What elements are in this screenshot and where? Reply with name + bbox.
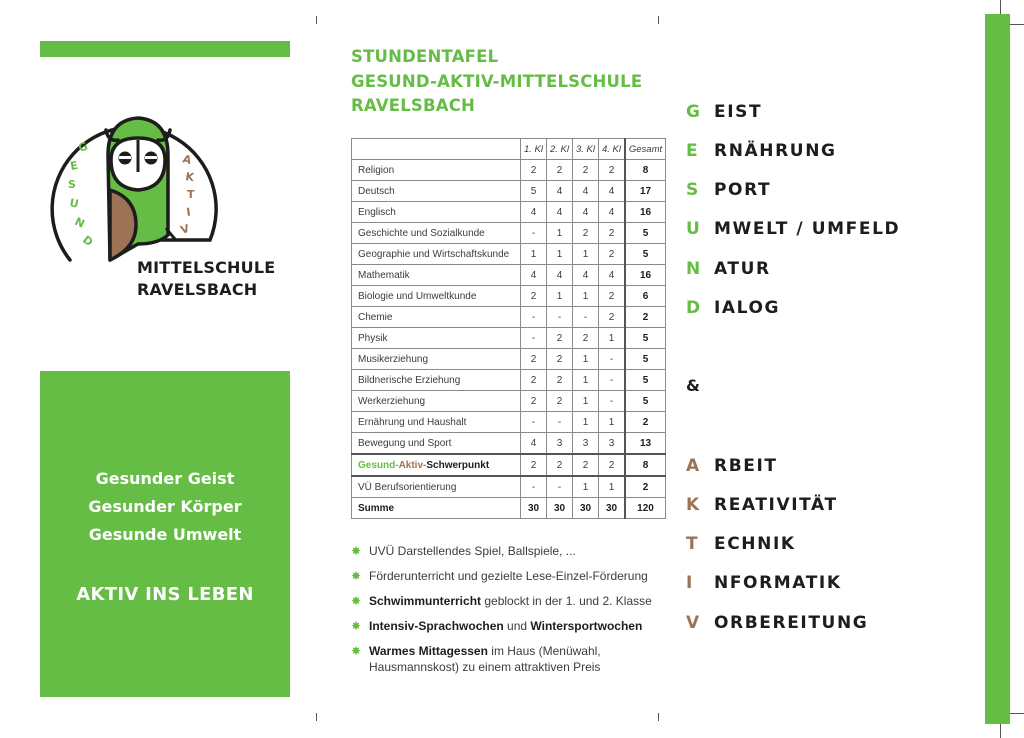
total-cell: 8 (625, 160, 666, 181)
star-burst-icon: ✸ (351, 644, 362, 658)
gesund-row (686, 178, 771, 202)
total-cell: 2 (625, 307, 666, 328)
hours-cell: 2 (521, 370, 547, 391)
star-burst-icon: ✸ (351, 619, 362, 633)
subject-cell: Musikerziehung (352, 349, 521, 370)
table-row (352, 181, 666, 202)
hours-cell: 3 (573, 433, 599, 455)
list-item-text: geblockt in der 1. und 2. Klasse (481, 594, 652, 608)
aktiv-row (686, 611, 868, 635)
hours-cell: 2 (599, 454, 626, 476)
hours-cell: 2 (521, 160, 547, 181)
table-row (352, 476, 666, 498)
hours-cell: 2 (573, 328, 599, 349)
school-name-line1: MITTELSCHULE (137, 258, 276, 277)
svg-text:U: U (68, 196, 80, 211)
aktiv-letter: V (686, 613, 701, 633)
subject-cell: VÜ Berufsorientierung (352, 476, 521, 498)
crop-mark (658, 713, 659, 721)
total-cell: 5 (625, 223, 666, 244)
hours-cell: 4 (599, 181, 626, 202)
hours-cell: 2 (573, 454, 599, 476)
svg-text:D: D (80, 233, 96, 249)
svg-text:G: G (76, 139, 90, 155)
subject-cell (352, 454, 521, 476)
header-cell: 1. Kl (521, 139, 547, 160)
list-item-text: im Haus (Menüwahl, (487, 644, 601, 658)
hours-cell: 2 (599, 244, 626, 265)
school-logo-owl (48, 110, 238, 270)
aktiv-word: NFORMATIK (714, 573, 842, 593)
gesund-letter: U (686, 219, 702, 239)
table-row (352, 223, 666, 244)
hours-cell: 1 (573, 286, 599, 307)
gesund-letter: E (686, 141, 700, 161)
table-row (352, 244, 666, 265)
hours-cell: 3 (547, 433, 573, 455)
hours-cell: 3 (599, 433, 626, 455)
hours-cell: 1 (599, 412, 626, 433)
gesund-letter: D (686, 298, 702, 318)
hours-cell: - (521, 223, 547, 244)
gesund-word: RNÄHRUNG (714, 141, 837, 161)
aktiv-row (686, 532, 796, 556)
svg-text:S: S (68, 178, 76, 191)
table-row (352, 286, 666, 307)
subject-part: Gesund- (358, 459, 399, 471)
total-cell: 5 (625, 349, 666, 370)
sum-row (352, 498, 666, 519)
gesund-word: IALOG (714, 298, 781, 318)
subject-cell: Physik (352, 328, 521, 349)
total-cell: 5 (625, 244, 666, 265)
gesund-word: EIST (714, 102, 763, 122)
hours-cell: 4 (599, 265, 626, 286)
aktiv-word: ECHNIK (714, 534, 796, 554)
hours-cell: 4 (521, 202, 547, 223)
hours-cell: - (599, 391, 626, 412)
subject-cell: Bewegung und Sport (352, 433, 521, 455)
hours-cell: - (547, 412, 573, 433)
total-cell: 17 (625, 181, 666, 202)
list-item (351, 543, 671, 568)
list-item (351, 618, 671, 643)
hours-cell: 2 (547, 370, 573, 391)
total-cell: 8 (625, 454, 666, 476)
gesund-letter: G (686, 102, 702, 122)
gesund-row (686, 100, 762, 124)
star-burst-icon: ✸ (351, 569, 362, 583)
crop-mark (1010, 24, 1024, 25)
crop-mark (658, 16, 659, 24)
table-row (352, 202, 666, 223)
subject-cell: Bildnerische Erziehung (352, 370, 521, 391)
total-cell: 5 (625, 370, 666, 391)
aktiv-row (686, 493, 838, 517)
hours-cell: 4 (521, 433, 547, 455)
hours-cell: 4 (599, 202, 626, 223)
header-cell: Gesamt (625, 139, 666, 160)
school-name-line2: RAVELSBACH (137, 280, 258, 299)
crop-mark (316, 16, 317, 24)
svg-text:K: K (184, 170, 195, 185)
page-title (351, 45, 642, 119)
aktiv-letter: I (686, 573, 694, 593)
aktiv-word: REATIVITÄT (714, 495, 838, 515)
table-row (352, 454, 666, 476)
subject-cell: Biologie und Umweltkunde (352, 286, 521, 307)
title-line3: RAVELSBACH (351, 96, 476, 115)
subject-part: Schwerpunkt (426, 459, 490, 471)
hours-cell: 2 (547, 328, 573, 349)
header-cell (352, 139, 521, 160)
list-item-bold: Schwimmunterricht (369, 594, 482, 608)
subject-cell: Religion (352, 160, 521, 181)
crop-mark (316, 713, 317, 721)
hours-cell: 2 (521, 349, 547, 370)
slogan-tagline: AKTIV INS LEBEN (76, 584, 254, 605)
total-cell: 13 (625, 433, 666, 455)
table-row (352, 412, 666, 433)
gesund-word: PORT (714, 180, 772, 200)
gesund-word: MWELT / UMFELD (714, 219, 901, 239)
aktiv-letter: K (686, 495, 701, 515)
aktiv-word: ORBEREITUNG (714, 613, 869, 633)
hours-cell: 2 (521, 286, 547, 307)
list-item-text: UVÜ Darstellendes Spiel, Ballspiele, ... (369, 544, 576, 558)
subject-cell: Ernährung und Haushalt (352, 412, 521, 433)
table-header-row (352, 139, 666, 160)
title-line2: GESUND-AKTIV-MITTELSCHULE (351, 71, 643, 91)
table-row (352, 391, 666, 412)
svg-text:N: N (72, 214, 87, 231)
slogan-line: Gesunder Körper (88, 497, 242, 516)
hours-cell: 2 (521, 454, 547, 476)
ampersand: & (686, 376, 700, 395)
table-row (352, 265, 666, 286)
hours-cell: 4 (547, 202, 573, 223)
hours-cell: 4 (521, 265, 547, 286)
hours-cell: 2 (547, 349, 573, 370)
table-row (352, 349, 666, 370)
hours-cell: 4 (547, 181, 573, 202)
slogan-line: Gesunder Geist (95, 469, 235, 488)
hours-cell: 4 (573, 265, 599, 286)
subject-cell: Englisch (352, 202, 521, 223)
list-item (351, 593, 671, 618)
gesund-word: ATUR (714, 259, 771, 279)
svg-text:I: I (185, 205, 192, 219)
hours-cell: - (573, 307, 599, 328)
hours-cell: - (521, 307, 547, 328)
svg-text:A: A (181, 152, 193, 168)
right-green-bar (985, 14, 1010, 724)
hours-cell: 5 (521, 181, 547, 202)
star-burst-icon: ✸ (351, 594, 362, 608)
table-row (352, 433, 666, 455)
hours-cell: 2 (599, 286, 626, 307)
hours-cell: - (521, 412, 547, 433)
hours-cell: 1 (547, 286, 573, 307)
gesund-row (686, 139, 837, 163)
hours-cell: 2 (599, 307, 626, 328)
hours-cell: 1 (573, 244, 599, 265)
sum-cell: 30 (599, 498, 626, 519)
hours-cell: 4 (573, 181, 599, 202)
header-cell: 3. Kl (573, 139, 599, 160)
hours-cell: 1 (573, 370, 599, 391)
crop-mark (1000, 0, 1001, 14)
hours-cell: 2 (599, 223, 626, 244)
aktiv-letter: T (686, 534, 700, 554)
hours-cell: 2 (547, 391, 573, 412)
table-row (352, 370, 666, 391)
aktiv-row (686, 454, 778, 478)
hours-cell: 1 (599, 476, 626, 498)
subject-cell: Geschichte und Sozialkunde (352, 223, 521, 244)
total-cell: 2 (625, 476, 666, 498)
hours-cell: - (547, 476, 573, 498)
aktiv-letter: A (686, 456, 701, 476)
gesund-row (686, 296, 780, 320)
table-row (352, 328, 666, 349)
sum-cell: 30 (547, 498, 573, 519)
list-item (351, 568, 671, 593)
gesund-letter: N (686, 259, 702, 279)
gesund-row (686, 257, 771, 281)
hours-cell: 2 (573, 160, 599, 181)
hours-cell: 1 (599, 328, 626, 349)
total-cell: 6 (625, 286, 666, 307)
hours-cell: - (599, 370, 626, 391)
table-row (352, 307, 666, 328)
hours-cell: 4 (573, 202, 599, 223)
crop-mark (1010, 713, 1024, 714)
sum-cell: 30 (573, 498, 599, 519)
subject-cell: Deutsch (352, 181, 521, 202)
list-item (351, 643, 671, 674)
list-item-text: Hausmannskost) zu einem attraktiven Preis (369, 660, 601, 674)
svg-text:T: T (187, 188, 195, 201)
sum-cell: 30 (521, 498, 547, 519)
title-line1: STUNDENTAFEL (351, 47, 499, 66)
total-cell: 16 (625, 202, 666, 223)
hours-cell: 1 (573, 391, 599, 412)
slogan-box (40, 371, 290, 697)
subject-cell: Mathematik (352, 265, 521, 286)
sum-label: Summe (352, 498, 521, 519)
total-cell: 2 (625, 412, 666, 433)
school-name (137, 257, 275, 301)
hours-cell: 2 (547, 454, 573, 476)
header-cell: 2. Kl (547, 139, 573, 160)
hours-cell: 2 (573, 223, 599, 244)
total-cell: 16 (625, 265, 666, 286)
top-green-bar (40, 41, 290, 57)
svg-text:E: E (69, 158, 79, 173)
svg-text:V: V (178, 221, 192, 237)
star-burst-icon: ✸ (351, 544, 362, 558)
hours-cell: 1 (547, 244, 573, 265)
gesund-letter: S (686, 180, 700, 200)
list-item-text: und (503, 619, 531, 633)
aktiv-row (686, 571, 842, 595)
list-item-bold: Wintersportwochen (530, 619, 643, 633)
list-item-bold: Warmes Mittagessen (369, 644, 488, 658)
aktiv-word: RBEIT (714, 456, 778, 476)
hours-cell: - (547, 307, 573, 328)
subject-cell: Chemie (352, 307, 521, 328)
subject-cell: Geographie und Wirtschaftskunde (352, 244, 521, 265)
timetable (351, 138, 666, 519)
subject-cell: Werkerziehung (352, 391, 521, 412)
hours-cell: 1 (573, 349, 599, 370)
crop-mark (1000, 724, 1001, 738)
hours-cell: 1 (573, 412, 599, 433)
hours-cell: 2 (547, 160, 573, 181)
hours-cell: - (521, 476, 547, 498)
slogan-line: Gesunde Umwelt (88, 525, 242, 544)
features-list (351, 543, 671, 674)
hours-cell: 1 (547, 223, 573, 244)
hours-cell: 1 (521, 244, 547, 265)
table-row (352, 160, 666, 181)
subject-part: Aktiv- (398, 459, 427, 471)
header-cell: 4. Kl (599, 139, 626, 160)
hours-cell: - (599, 349, 626, 370)
sum-total: 120 (625, 498, 666, 519)
gesund-row (686, 217, 900, 241)
total-cell: 5 (625, 328, 666, 349)
hours-cell: - (521, 328, 547, 349)
hours-cell: 2 (599, 160, 626, 181)
list-item-text: Förderunterricht und gezielte Lese-Einzel-Förderung (369, 569, 648, 583)
total-cell: 5 (625, 391, 666, 412)
hours-cell: 2 (521, 391, 547, 412)
hours-cell: 4 (547, 265, 573, 286)
list-item-bold: Intensiv-Sprachwochen (369, 619, 504, 633)
hours-cell: 1 (573, 476, 599, 498)
